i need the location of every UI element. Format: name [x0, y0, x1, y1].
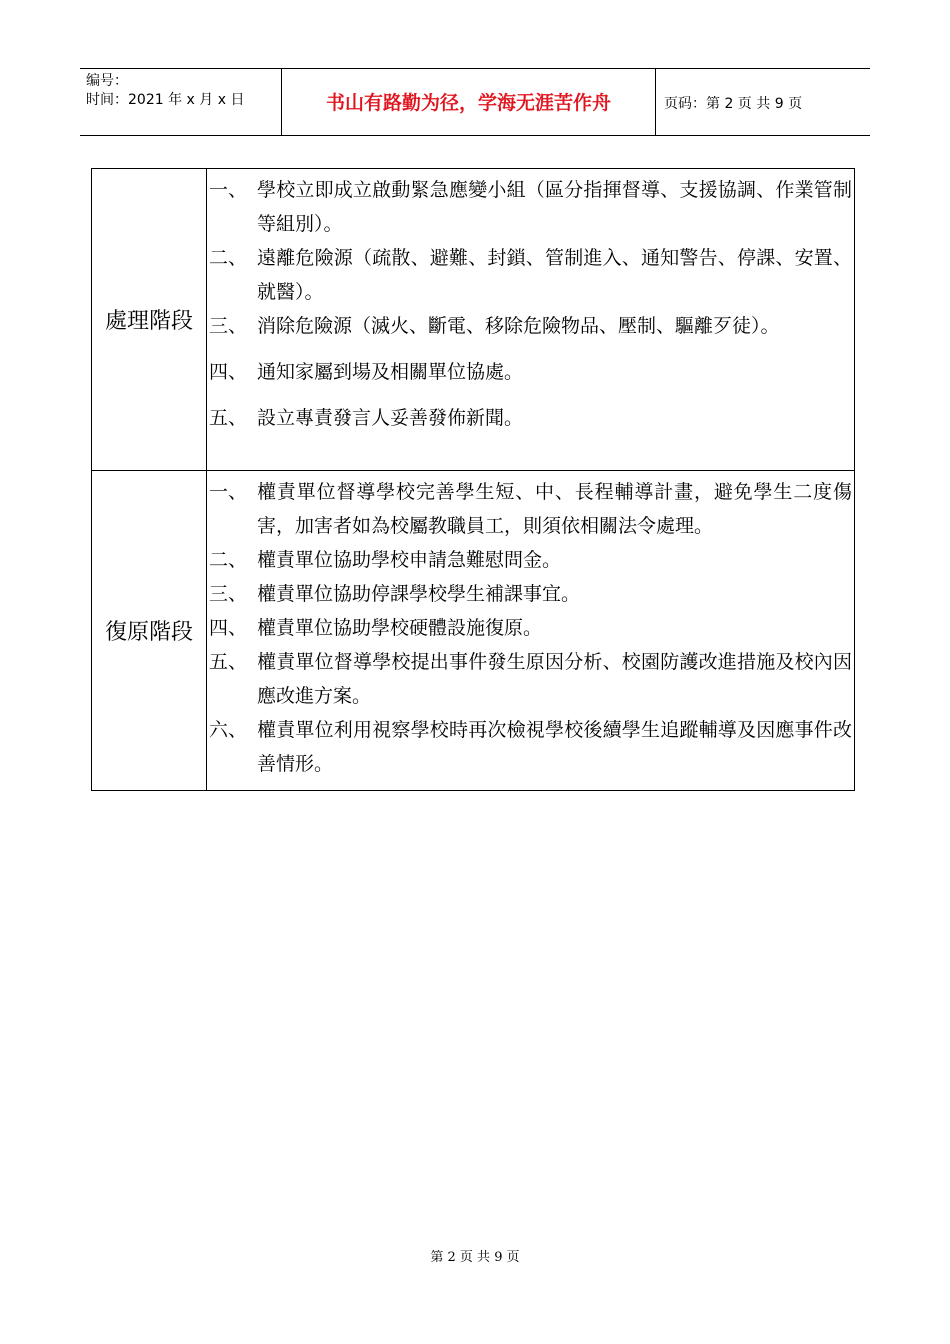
header-time-label: 时间：2021 年 x 月 x 日 [86, 92, 245, 108]
list-item [209, 173, 852, 241]
header-code-label: 编号： [86, 73, 128, 89]
list-item [209, 713, 852, 781]
item-text: 學校立即成立啟動緊急應變小組（區分指揮督導、支援協調、作業管制等組別）。 [257, 179, 852, 235]
item-number: 二、 [209, 549, 248, 571]
item-number: 二、 [209, 247, 248, 269]
list-item [209, 577, 852, 611]
item-number: 六、 [209, 719, 248, 741]
item-number: 四、 [209, 361, 248, 383]
list-item [209, 611, 852, 645]
header-page-info: 页码：第 2 页 共 9 页 [664, 96, 803, 112]
list-item [209, 645, 852, 713]
list-item [209, 475, 852, 543]
header-divider-left [281, 68, 282, 135]
header-meta [86, 72, 281, 110]
item-text: 權責單位督導學校提出事件發生原因分析、校園防護改進措施及校內因應改進方案。 [257, 651, 852, 707]
item-text: 權責單位協助學校硬體設施復原。 [257, 617, 543, 639]
stage-content [207, 471, 855, 791]
list-item [209, 543, 852, 577]
item-text: 權責單位利用視察學校時再次檢視學校後續學生追蹤輔導及因應事件改善情形。 [257, 719, 852, 775]
item-text: 權責單位督導學校完善學生短、中、長程輔導計畫，避免學生二度傷害，加害者如為校屬教職員工，則須依相關法令處理。 [257, 481, 852, 537]
item-text: 遠離危險源（疏散、避難、封鎖、管制進入、通知警告、停課、安置、就醫）。 [257, 247, 852, 303]
item-text: 消除危險源（滅火、斷電、移除危險物品、壓制、驅離歹徒）。 [257, 315, 780, 337]
list-item [209, 355, 852, 389]
item-number: 一、 [209, 179, 248, 201]
header-motto: 书山有路勤为径，学海无涯苦作舟 [325, 92, 611, 114]
stage-content [207, 169, 855, 471]
page-footer: 第 2 页 共 9 页 [430, 1250, 520, 1265]
header-bottom-rule [80, 135, 870, 136]
item-number: 三、 [209, 583, 248, 605]
list-item [209, 309, 852, 343]
item-number: 一、 [209, 481, 248, 503]
item-text: 通知家屬到場及相關單位協處。 [257, 361, 524, 383]
item-text: 設立專責發言人妥善發佈新聞。 [257, 407, 524, 429]
list-item [209, 401, 852, 435]
item-number: 五、 [209, 651, 248, 673]
item-text: 權責單位協助學校申請急難慰問金。 [257, 549, 562, 571]
item-text: 權責單位協助停課學校學生補課事宜。 [257, 583, 581, 605]
procedure-table [91, 168, 855, 791]
item-number: 四、 [209, 617, 248, 639]
table-row [92, 471, 855, 791]
list-item [209, 241, 852, 309]
item-number: 五、 [209, 407, 248, 429]
table-row [92, 169, 855, 471]
stage-label: 復原階段 [92, 471, 207, 791]
item-number: 三、 [209, 315, 248, 337]
header-divider-right [655, 68, 656, 135]
stage-label: 處理階段 [92, 169, 207, 471]
